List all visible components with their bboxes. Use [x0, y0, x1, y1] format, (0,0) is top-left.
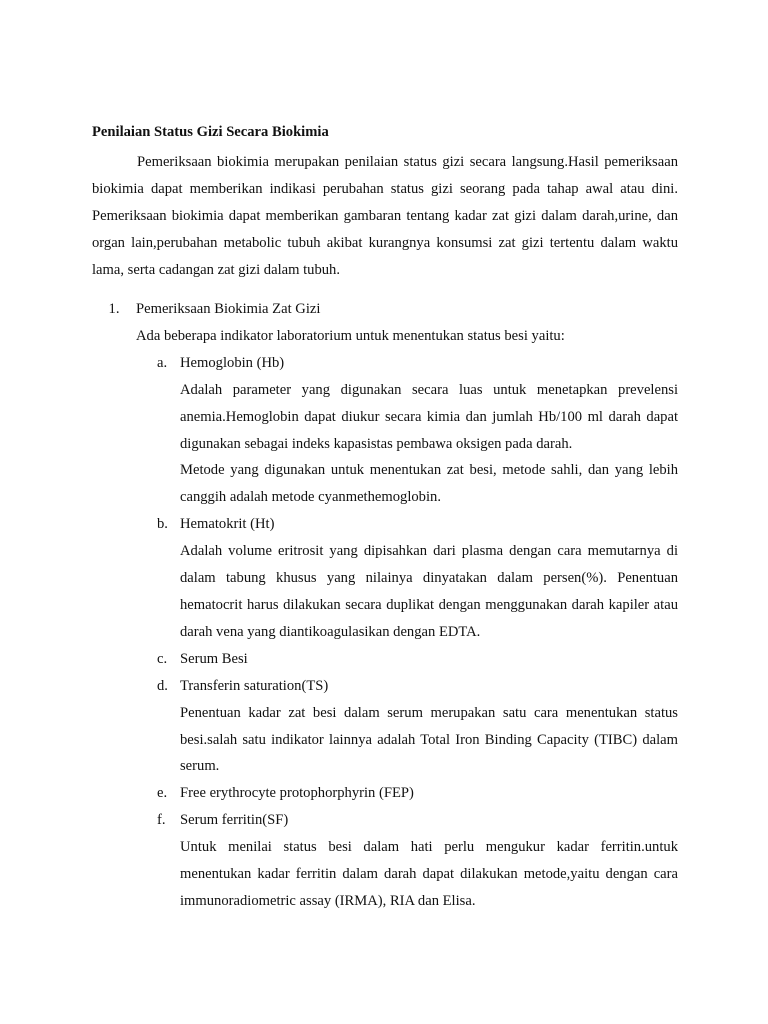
list-item-content: [180, 511, 678, 646]
list-item-title: Serum Besi: [180, 650, 248, 667]
list-item-letter: f.: [157, 812, 166, 829]
list-item-paragraph: Metode yang digunakan untuk menentukan zat besi, metode sahli, dan yang lebih canggih adalah metode cyanmethemoglobin.: [180, 462, 678, 506]
list-item-content: [180, 807, 678, 915]
list-item-letter: a.: [157, 354, 168, 371]
list-item-title: Transferin saturation(TS): [180, 677, 329, 694]
list-item: [136, 511, 678, 646]
list-item-title: Serum ferritin(SF): [180, 812, 289, 829]
list-item-content: [180, 780, 678, 807]
section-1: [92, 296, 678, 915]
intro-paragraph: Pemeriksaan biokimia merupakan penilaian status gizi secara langsung.Hasil pemeriksaan biokimia dapat memberikan indikasi perubahan status gizi seorang pada tahap awal atau dini. Pemeriksaan biokimia dapat memberikan gambaran tentang kadar zat gizi dalam darah,urine, dan organ lain,perubahan metabolic tubuh akibat kurangnya konsumsi zat gizi tertentu dalam waktu lama, serta cadangan zat gizi dalam tubuh.: [92, 154, 678, 278]
list-item-paragraph: Penentuan kadar zat besi dalam serum merupakan satu cara menentukan status besi.salah satu indikator lainnya adalah Total Iron Binding Capacity (TIBC) dalam serum.: [180, 704, 678, 775]
section-heading: [92, 296, 678, 323]
list-item-content: [180, 646, 678, 673]
list-item-paragraph: Adalah parameter yang digunakan secara luas untuk menetapkan prevelensi anemia.Hemoglobin dapat diukur secara kimia dan jumlah Hb/100 ml darah dapat digunakan sebagai indeks kapasistas pembawa oksigen pada darah.: [180, 381, 678, 452]
list-item-letter: d.: [157, 677, 168, 694]
list-item-paragraph: Adalah volume eritrosit yang dipisahkan dari plasma dengan cara memutarnya di dalam tabung khusus yang nilainya dinyatakan dalam persen(%). Penentuan hematocrit harus dilakukan secara duplikat dengan menggunakan darah kapiler atau darah vena yang diantikoagulasikan dengan EDTA.: [180, 543, 678, 640]
list-item-paragraph: Untuk menilai status besi dalam hati perlu mengukur kadar ferritin.untuk menentukan kadar ferritin dalam darah dapat dilakukan metode,yaitu dengan cara immunoradiometric assay (IRMA), RIA dan Elisa.: [180, 839, 678, 909]
list-item: [136, 350, 678, 511]
list-item: [136, 673, 678, 781]
list-item-title: Hematokrit (Ht): [180, 516, 275, 533]
section-title: Pemeriksaan Biokimia Zat Gizi: [136, 301, 321, 317]
section-intro: Ada beberapa indikator laboratorium untuk menentukan status besi yaitu:: [136, 327, 565, 344]
list-item-letter: b.: [157, 516, 168, 533]
list-item-title: Hemoglobin (Hb): [180, 354, 285, 371]
list-item-letter: c.: [157, 650, 168, 667]
list-item-title: Free erythrocyte protophorphyrin (FEP): [180, 785, 414, 802]
document-title: Penilaian Status Gizi Secara Biokimia: [92, 124, 329, 140]
section-body: [136, 323, 678, 915]
list-item: [136, 780, 678, 807]
section-number: 1.: [108, 301, 120, 317]
list-item: [136, 646, 678, 673]
list-item-content: [180, 350, 678, 511]
indicator-list: [136, 350, 678, 915]
list-item-letter: e.: [157, 785, 168, 802]
list-item-content: [180, 673, 678, 781]
list-item: [136, 807, 678, 915]
